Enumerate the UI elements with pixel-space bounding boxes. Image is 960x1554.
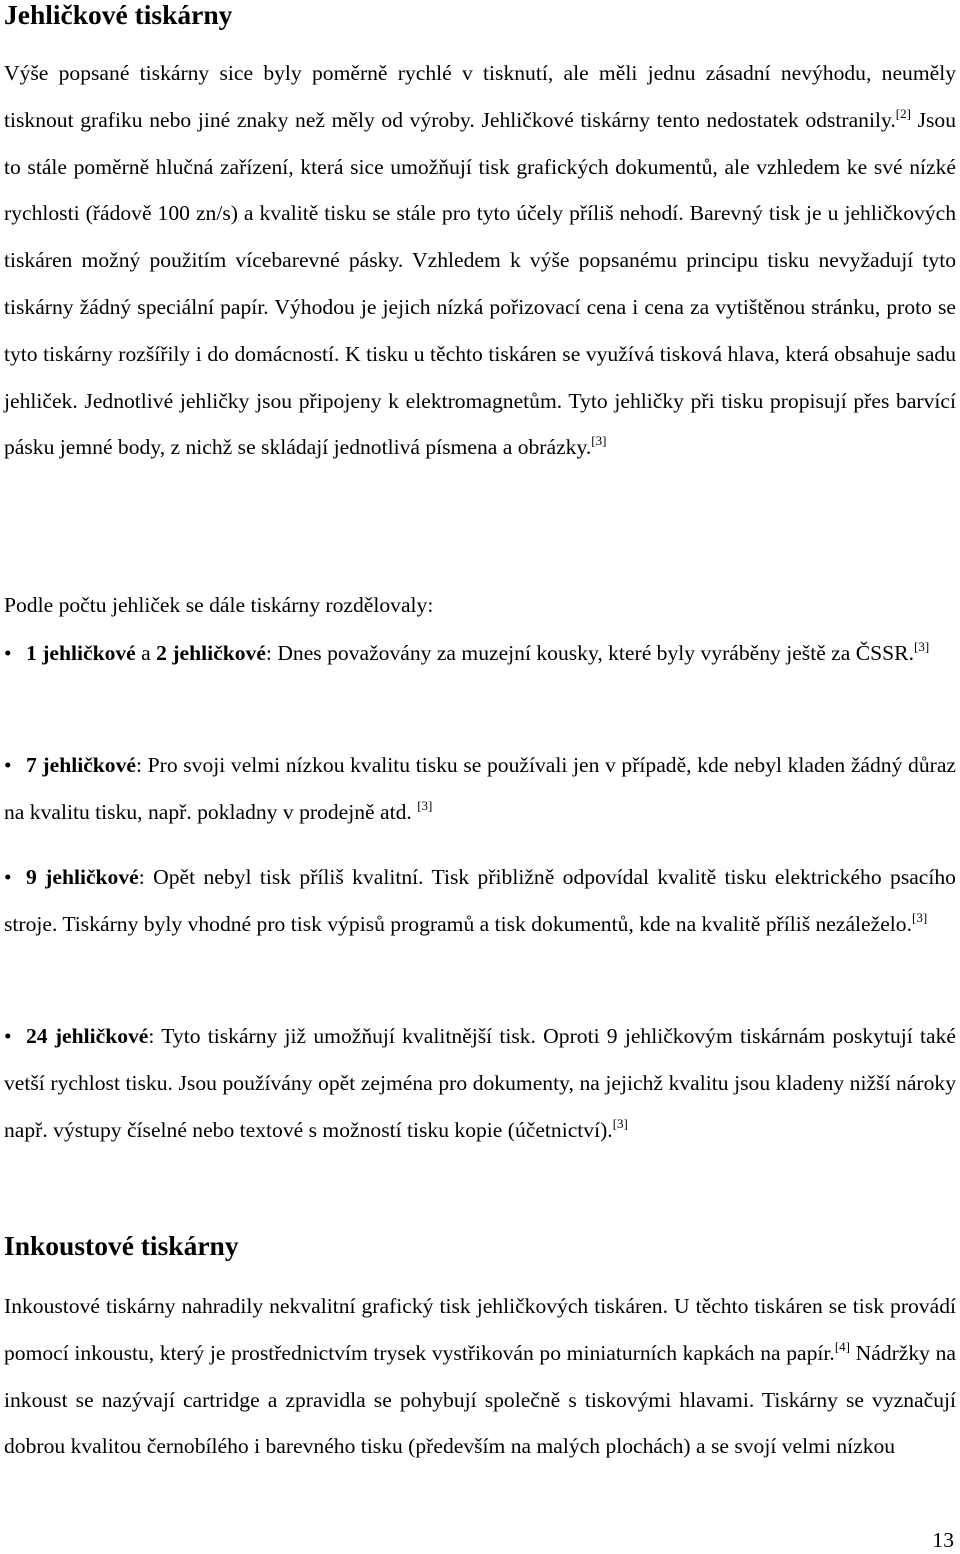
list-item-text: a (135, 641, 157, 665)
bullet-icon: • (4, 1024, 12, 1048)
list-item-term: 9 jehličkové (26, 865, 139, 889)
bullet-icon: • (4, 753, 12, 777)
section-heading: Inkoustové tiskárny (4, 1230, 239, 1261)
list-intro: Podle počtu jehliček se dále tiskárny rozdělovaly: (4, 593, 434, 617)
bullet-icon: • (4, 865, 12, 889)
list-item-text: : Opět nebyl tisk příliš kvalitní. Tisk přibližně odpovídal kvalitě tisku elektrického psacího stroje. Tiskárny byly vhodné pro tisk výpisů programů a tisk dokumentů, kde na kvalitě příliš nezáleželo. (4, 865, 956, 936)
list-item-term: 2 jehličkové (156, 641, 266, 665)
citation-reference: [2] (895, 105, 911, 121)
citation-reference: [4] (834, 1338, 850, 1354)
paragraph-text: Inkoustové tiskárny nahradily nekvalitní grafický tisk jehličkových tiskáren. U těchto tiskáren se tisk provádí pomocí inkoustu, který je prostřednictvím trysek vystřikován po miniaturních kapkách na papír. (4, 1294, 956, 1365)
list-item-text: : Dnes považovány za muzejní kousky, které byly vyráběny ještě za ČSSR. (265, 641, 914, 665)
paragraph-inkoustove (4, 1283, 956, 1470)
section-heading: Jehličkové tiskárny (4, 0, 233, 30)
citation-reference: [3] (913, 639, 930, 654)
citation-reference: [3] (612, 1115, 628, 1131)
page-number: 13 (932, 1528, 954, 1552)
paragraph-jehlickove-intro (4, 50, 956, 471)
list-item-text: : Tyto tiskárny již umožňují kvalitnější tisk. Oproti 9 jehličkovým tiskárnám poskytují také vetší rychlost tisku. Jsou používány opět zejména pro dokumenty, na jejichž kvalitu jsou kladeny nižší nároky např. výstupy číselné nebo textové s možností tisku kopie (účetnictví). (4, 1024, 956, 1142)
list-item-term: 24 jehličkové (26, 1024, 149, 1048)
list-item-term: 7 jehličkové (26, 753, 136, 777)
paragraph-text: Výše popsané tiskárny sice byly poměrně rychlé v tisknutí, ale měli jednu zásadní nevýhodu, neuměly tisknout grafiku nebo jiné znaky než měly od výroby. Jehličkové tiskárny tento nedostatek odstranily. (4, 61, 956, 132)
list-item-text: : Pro svoji velmi nízkou kvalitu tisku se používali jen v případě, kde nebyl kladen žádný důraz na kvalitu tisku, např. pokladny v prodejně atd. (4, 753, 956, 824)
citation-reference: [3] (591, 433, 607, 449)
list-item (4, 854, 956, 948)
list-item (4, 630, 956, 677)
citation-reference: [3] (417, 797, 433, 813)
list-item (4, 742, 956, 836)
list-item-term: 1 jehličkové (26, 641, 136, 665)
bullet-icon: • (4, 641, 12, 665)
citation-reference: [3] (912, 909, 928, 925)
list-item (4, 1013, 956, 1153)
paragraph-text: Nádržky na inkoust se nazývají cartridge a zpravidla se pohybují společně s tiskovými hlavami. Tiskárny se vyznačují dobrou kvalitou černobílého i barevného tisku (především na malých plochách) a se svojí velmi nízkou (4, 1340, 957, 1459)
paragraph-text: Jsou to stále poměrně hlučná zařízení, která sice umožňují tisk grafických dokumentů, ale vzhledem ke své nízké rychlosti (řádově 100 zn/s) a kvalitě tisku se stále pro tyto účely příliš nehodí. Barevný tisk je u jehličkových tiskáren možný použitím vícebarevné pásky. Vzhledem k výše popsanému principu tisku nevyžadují tyto tiskárny žádný speciální papír. Výhodou je jejich nízká pořizovací cena i cena za vytištěnou stránku, proto se tyto tiskárny rozšířily i do domácností. K tisku u těchto tiskáren se využívá tisková hlava, která obsahuje sadu jehliček. Jednotlivé jehličky jsou připojeny k elektromagnetům. Tyto jehličky při tisku propisují přes barvící pásku jemné body, z nichž se skládají jednotlivá písmena a obrázky. (4, 107, 956, 460)
